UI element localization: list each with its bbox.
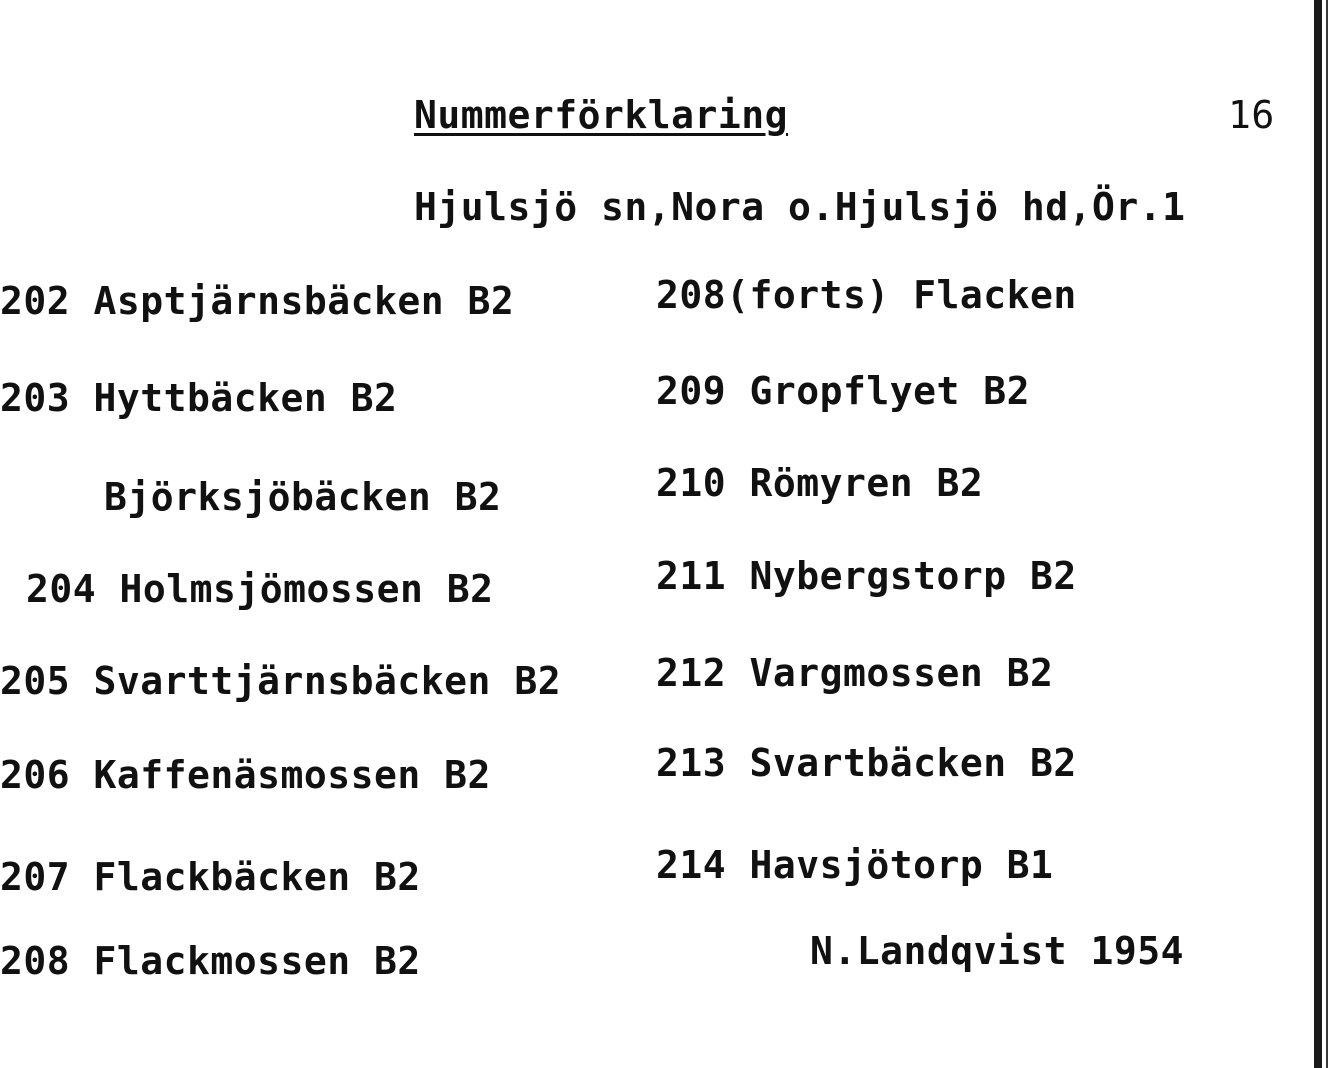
list-item-214: 214 Havsjötorp B1 [656, 843, 1054, 887]
list-item-204: 204 Holmsjömossen B2 [26, 567, 494, 611]
list-item-213: 213 Svartbäcken B2 [656, 741, 1077, 785]
page-edge-shadow [1326, 0, 1328, 1068]
list-item-212: 212 Vargmossen B2 [656, 651, 1054, 695]
list-item-203b: Björksjöbäcken B2 [104, 475, 502, 519]
list-item-207: 207 Flackbäcken B2 [0, 855, 421, 899]
list-item-203: 203 Hyttbäcken B2 [0, 376, 398, 420]
page-title: Nummerförklaring [414, 93, 789, 137]
list-item-209: 209 Gropflyet B2 [656, 369, 1031, 413]
list-item-210: 210 Römyren B2 [656, 461, 984, 505]
list-item-206: 206 Kaffenäsmossen B2 [0, 753, 491, 797]
list-item-211: 211 Nybergstorp B2 [656, 554, 1077, 598]
page-number: 16 [1228, 93, 1275, 137]
list-item-208: 208 Flackmossen B2 [0, 939, 421, 983]
page-edge-border [1314, 0, 1322, 1068]
list-item-205: 205 Svarttjärnsbäcken B2 [0, 659, 562, 703]
parish-subtitle: Hjulsjö sn,Nora o.Hjulsjö hd,Ör.1 [414, 185, 1186, 229]
signature: N.Landqvist 1954 [810, 929, 1185, 973]
list-item-202: 202 Asptjärnsbäcken B2 [0, 279, 515, 323]
list-item-208-forts: 208(forts) Flacken [656, 273, 1077, 317]
